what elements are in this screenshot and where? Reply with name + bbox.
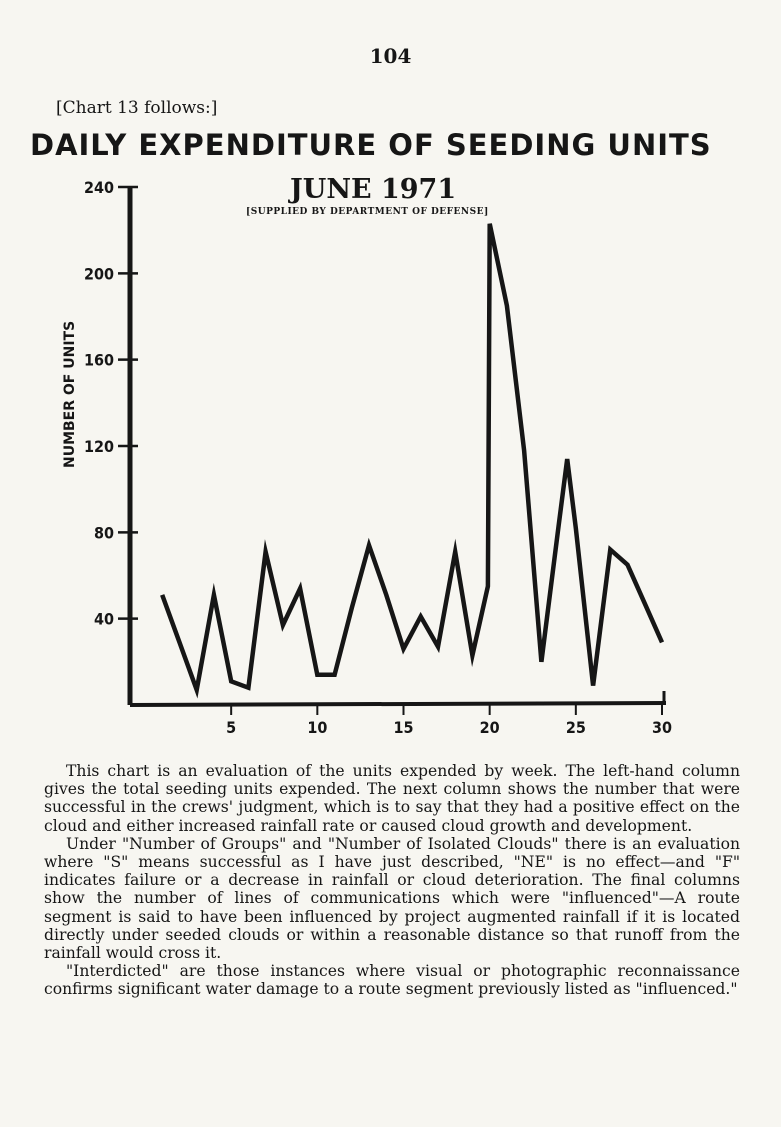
paragraph-1: This chart is an evaluation of the units expended by week. The left-hand column gives the total seeding units expended. The next column shows the number that were successful in the crews' judgment, which is to say that they had a positive effect on the cloud and either increased rainfall rate or caused cloud growth and development. bbox=[44, 762, 740, 835]
y-axis-label: NUMBER OF UNITS bbox=[62, 320, 78, 468]
chart-series bbox=[162, 224, 662, 690]
chart-source: [SUPPLIED BY DEPARTMENT OF DEFENSE] bbox=[246, 207, 489, 217]
x-tick-label: 5 bbox=[226, 718, 237, 737]
x-tick-label: 20 bbox=[479, 718, 500, 737]
y-tick-label: 120 bbox=[83, 437, 114, 456]
y-tick-label: 200 bbox=[83, 264, 114, 284]
chart-title: DAILY EXPENDITURE OF SEEDING UNITS bbox=[30, 128, 712, 162]
page-number: 104 bbox=[369, 44, 412, 68]
y-tick-label: 80 bbox=[93, 523, 114, 543]
y-tick-label: 40 bbox=[93, 609, 114, 629]
x-axis-line bbox=[130, 703, 666, 705]
paragraph-2: Under "Number of Groups" and "Number of Isolated Clouds" there is an evaluation where "S" means successful as I have just described, "NE" is no effect—and "F" indicates failure or a decrease in rainfall or cloud deterioration. The final columns show the number of lines of communications which were "influenced"—A route segment is said to have been influenced by project augmented rainfall if it is located directly under seeded clouds or within a reasonable distance so that runoff from the rainfall would cross it. bbox=[44, 834, 740, 963]
paragraph-3: "Interdicted" are those instances where visual or photographic reconnaissance confirms significant water damage to a route segment previously listed as "influenced." bbox=[44, 962, 740, 999]
x-tick-label: 30 bbox=[651, 718, 673, 737]
chart-subtitle: JUNE 1971 bbox=[290, 174, 457, 205]
body-text bbox=[44, 762, 740, 999]
x-tick-label: 15 bbox=[393, 718, 414, 737]
chart-ticks bbox=[84, 178, 672, 737]
x-tick-label: 10 bbox=[307, 718, 328, 737]
x-tick-label: 25 bbox=[565, 718, 586, 737]
y-tick-label: 240 bbox=[83, 178, 114, 197]
daily-units-line bbox=[162, 224, 662, 690]
chart-follows-note: [Chart 13 follows:] bbox=[56, 98, 218, 118]
y-tick-label: 160 bbox=[83, 350, 114, 370]
